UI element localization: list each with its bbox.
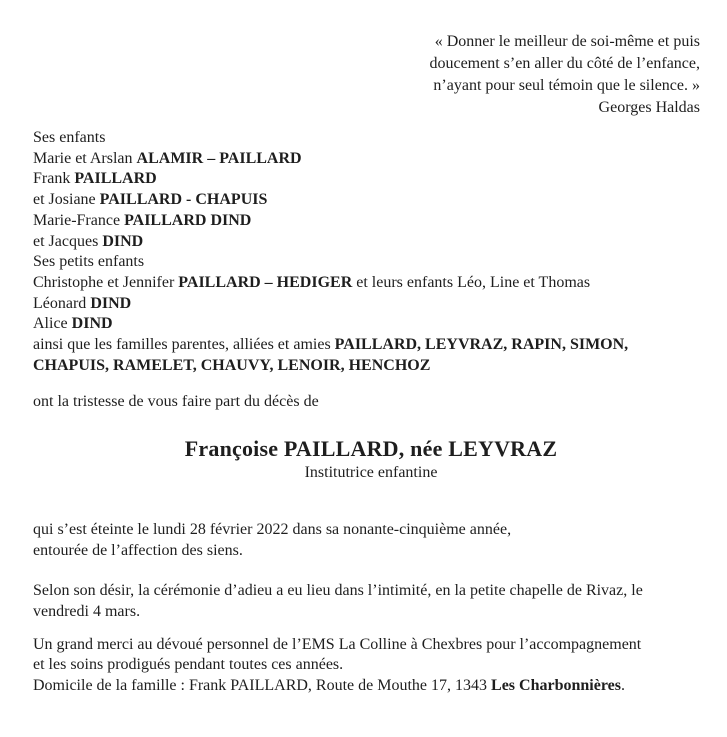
ceremony-paragraph xyxy=(33,581,709,622)
quote-attribution: Georges Haldas xyxy=(598,99,700,116)
relative-family-name: PAILLARD - CHAPUIS xyxy=(99,191,268,209)
relative-family-name: DIND xyxy=(71,315,113,333)
related-family-names: PAILLARD, LEYVRAZ, RAPIN, SIMON, xyxy=(334,336,629,354)
relative-family-name: DIND xyxy=(90,294,132,312)
relative-line xyxy=(33,294,709,315)
relative-family-name: PAILLARD DIND xyxy=(124,211,252,229)
death-line-1: qui s’est éteinte le lundi 28 février 2022 dans sa nonante-cinquième année, xyxy=(33,520,512,538)
epigraph xyxy=(429,31,700,119)
relative-line xyxy=(33,232,709,253)
relative-prefix: Léonard xyxy=(33,294,91,312)
relative-line xyxy=(33,149,709,170)
deceased-name: Françoise PAILLARD, née LEYVRAZ xyxy=(184,436,558,462)
deceased-profession: Institutrice enfantine xyxy=(304,464,438,482)
relative-prefix: Christophe et Jennifer xyxy=(33,273,179,291)
related-family-names: CHAPUIS, RAMELET, CHAUVY, LENOIR, HENCHOZ xyxy=(33,356,431,374)
relative-line xyxy=(33,190,709,211)
ceremony-line-1: Selon son désir, la cérémonie d’adieu a eu lieu dans l’intimité, en la petite chapelle de Rivaz, le xyxy=(33,582,643,600)
quote-line-1: « Donner le meilleur de soi-même et puis xyxy=(434,33,700,50)
thanks-paragraph xyxy=(33,635,709,676)
home-suffix: . xyxy=(620,677,625,695)
relative-prefix: Marie et Arslan xyxy=(33,149,137,167)
home-prefix: Domicile de la famille : Frank PAILLARD, Route de Mouthe 17, 1343 xyxy=(33,677,492,695)
home-place-name: Les Charbonnières xyxy=(491,677,621,695)
grandchildren-header: Ses petits enfants xyxy=(33,253,145,271)
family-home-paragraph xyxy=(33,676,709,697)
relative-family-name: PAILLARD – HEDIGER xyxy=(178,273,353,291)
relative-prefix: Marie-France xyxy=(33,211,125,229)
children-header: Ses enfants xyxy=(33,129,106,146)
relative-line xyxy=(33,169,709,190)
relative-line xyxy=(33,273,709,294)
related-families-prefix: ainsi que les familles parentes, alliées et amies xyxy=(33,336,335,354)
relative-prefix: et Jacques xyxy=(33,232,103,250)
death-line-2: entourée de l’affection des siens. xyxy=(33,541,243,559)
relative-suffix: et leurs enfants Léo, Line et Thomas xyxy=(352,273,591,291)
relative-prefix: et Josiane xyxy=(33,191,100,209)
related-families-line-1 xyxy=(33,335,709,356)
relative-family-name: ALAMIR – PAILLARD xyxy=(136,149,302,167)
relative-line xyxy=(33,314,709,335)
relative-prefix: Alice xyxy=(33,315,72,333)
thanks-line-2: et les soins prodigués pendant toutes ces années. xyxy=(33,656,344,674)
relative-prefix: Frank xyxy=(33,170,75,188)
relative-family-name: PAILLARD xyxy=(74,170,157,188)
ceremony-line-2: vendredi 4 mars. xyxy=(33,602,141,620)
quote-line-2: doucement s’en aller du côté de l’enfance, xyxy=(429,55,700,72)
quote-line-3: n’ayant pour seul témoin que le silence. » xyxy=(433,77,700,94)
thanks-line-1: Un grand merci au dévoué personnel de l’EMS La Colline à Chexbres pour l’accompagnement xyxy=(33,635,642,653)
related-families-line-2 xyxy=(33,356,709,377)
death-paragraph xyxy=(33,520,709,561)
relative-line xyxy=(33,211,709,232)
relative-family-name: DIND xyxy=(102,232,144,250)
announcement-text: ont la tristesse de vous faire part du décès de xyxy=(33,393,319,411)
